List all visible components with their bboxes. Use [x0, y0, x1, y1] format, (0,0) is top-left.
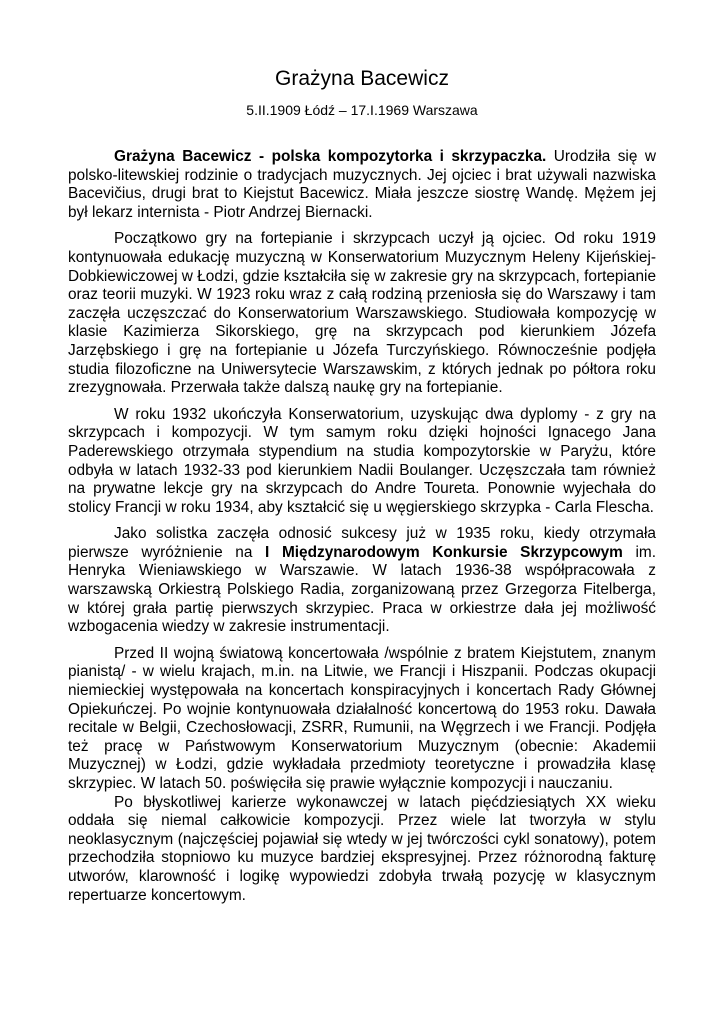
paragraph-education: Początkowo gry na fortepianie i skrzypcach uczył ją ojciec. Od roku 1919 kontynuowała edukację muzyczną w Konserwatorium Muzycznym Heleny Kijeńskiej-Dobkiewiczowej w Łodzi, gdzie kształciła się w zakresie gry na skrzypcach, fortepianie oraz teorii muzyki. W 1923 roku wraz z całą rodziną przeniosła się do Warszawy i tam zaczęła uczęszczać do Konserwatorium Warszawskiego. Studiowała kompozycję w klasie Kazimierza Sikorskiego, grę na skrzypcach pod kierunkiem Józefa Jarzębskiego i grę na fortepianie u Józefa Turczyńskiego. Równocześnie podjęła studia filozoficzne na Uniwersytecie Warszawskim, z których jednak po półtora roku zrezygnowała. Przerwała także dalszą naukę gry na fortepianie.: [68, 230, 656, 397]
intro-lead-bold: Grażyna Bacewicz - polska kompozytorka i skrzypaczka.: [114, 148, 547, 165]
intro-text: Urodziła się w polsko-litewskiej rodzinie o tradycjach muzycznych. Jej ojciec i brat używali nazwiska Bacevičius, drugi brat to Kiejstut Bacewicz. Miała jeszcze siostrę Wandę. Mężem jej był lekarz internista - Piotr Andrzej Biernacki.: [68, 148, 656, 221]
competition-name-bold: I Międzynarodowym Konkursie Skrzypcowym: [265, 543, 623, 561]
paragraph-war-years: Przed II wojną światową koncertowała /wspólnie z bratem Kiejstutem, znanym pianistą/ - w wielu krajach, m.in. na Litwie, we Francji i Hiszpanii. Podczas okupacji niemieckiej występowała na koncertach konspiracyjnych i koncertach Rady Głównej Opiekuńczej. Po wojnie kontynuowała działalność koncertową do 1953 roku. Dawała recitale w Belgii, Czechosłowacji, ZSRR, Rumunii, na Węgrzech i we Francji. Podjęła też pracę w Państwowym Konserwatorium Muzycznym (obecnie: Akademii Muzycznej) w Łodzi, gdzie wykładała przedmioty teoretyczne i prowadziła klasę skrzypiec. W latach 50. poświęciła się prawie wyłącznie kompozycji i nauczaniu.: [68, 644, 656, 792]
paragraph-diplomas: W roku 1932 ukończyła Konserwatorium, uzyskując dwa dyplomy - z gry na skrzypcach i kompozycji. W tym samym roku dzięki hojności Ignacego Jana Paderewskiego otrzymała stypendium na studia kompozytorskie w Paryżu, które odbyła w latach 1932-33 pod kierunkiem Nadii Boulanger. Uczęszczała tam również na prywatne lekcje gry na skrzypcach do Andre Toureta. Ponownie wyjechała do stolicy Francji w roku 1934, aby kształcić się u węgierskiego skrzypka - Carla Flescha.: [68, 405, 656, 516]
biography-text: [68, 148, 656, 913]
paragraph-intro: [68, 148, 656, 222]
paragraph-soloist: [68, 525, 656, 637]
life-dates: 5.II.1909 Łódź – 17.I.1969 Warszawa: [246, 102, 478, 118]
soloist-text-after: im. Henryka Wieniawskiego w Warszawie. W latach 1936-38 współpracowała z warszawską Orkiestrą Polskiego Radia, zorganizowaną przez Grzegorza Fitelberga, w której grała partię pierwszych skrzypiec. Praca w orkiestrze dała jej możliwość wzbogacenia wiedzy w zakresie instrumentacji.: [68, 543, 656, 636]
page-title: Grażyna Bacewicz: [275, 67, 449, 90]
soloist-text-before: Jako solistka zaczęła odnosić sukcesy już w 1935 roku, kiedy otrzymała pierwsze wyróżnienie na: [68, 525, 656, 561]
paragraph-composition: Po błyskotliwej karierze wykonawczej w latach pięćdziesiątych XX wieku oddała się niemal całkowicie kompozycji. Przez wiele lat tworzyła w stylu neoklasycznym (najczęściej pojawiał się wtedy w jej twórczości cykl sonatowy), potem przechodziła stopniowo ku muzyce bardziej ekspresyjnej. Przez różnorodną fakturę utworów, klarowność i logikę wypowiedzi zdobyła trwałą pozycję w klasycznym repertuarze koncertowym.: [68, 793, 656, 904]
